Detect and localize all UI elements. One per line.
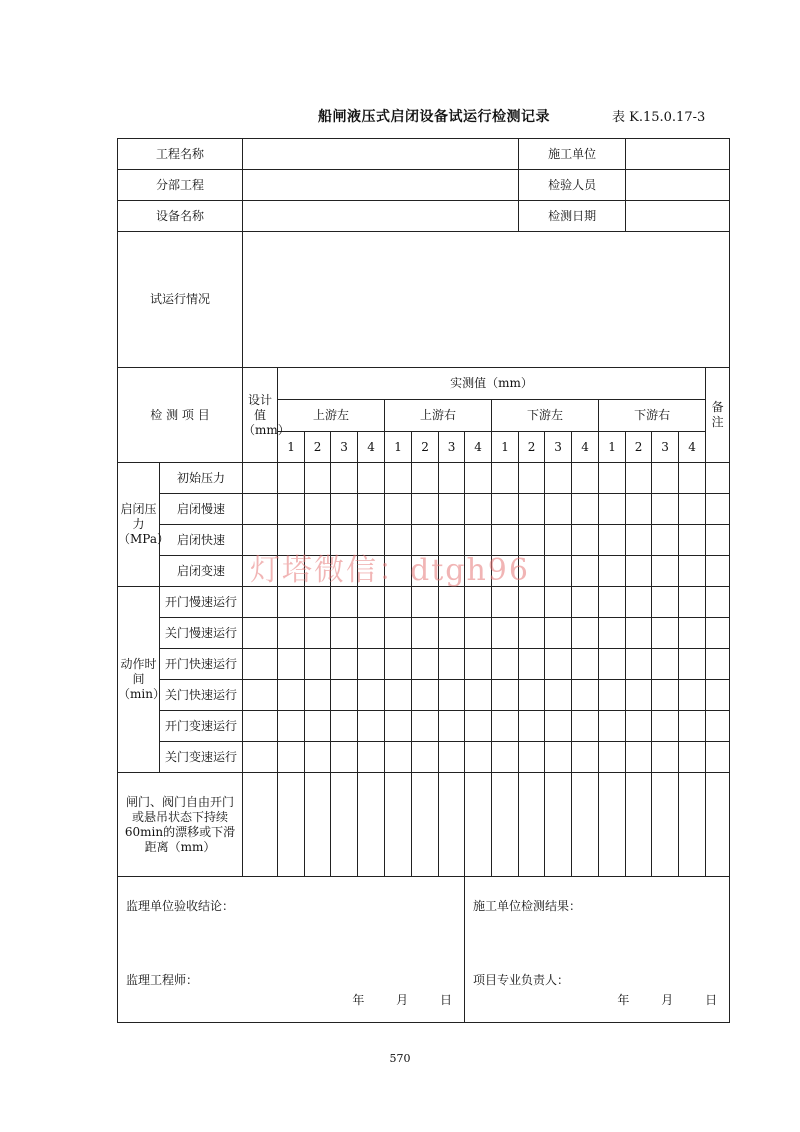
value-cell[interactable] xyxy=(679,463,706,494)
construction-unit-field[interactable] xyxy=(626,139,730,170)
value-cell[interactable] xyxy=(599,618,626,649)
value-cell[interactable] xyxy=(626,556,652,587)
value-cell[interactable] xyxy=(572,494,599,525)
construction-unit-label: 施工单位 xyxy=(519,139,626,170)
supervision-conclusion-label: 监理单位验收结论： xyxy=(126,899,235,913)
value-cell[interactable] xyxy=(412,742,439,773)
value-cell[interactable] xyxy=(439,711,465,742)
construction-date xyxy=(589,993,717,1008)
value-cell[interactable] xyxy=(599,556,626,587)
day-label: 日 xyxy=(440,993,453,1007)
value-cell[interactable] xyxy=(358,587,385,618)
value-cell[interactable] xyxy=(706,556,730,587)
value-cell[interactable] xyxy=(492,773,519,877)
value-cell[interactable] xyxy=(358,618,385,649)
value-cell[interactable] xyxy=(652,525,679,556)
value-cell[interactable] xyxy=(465,649,492,680)
time-item-label: 开门快速运行 xyxy=(160,649,243,680)
value-cell[interactable] xyxy=(465,742,492,773)
value-cell[interactable] xyxy=(465,463,492,494)
value-cell[interactable] xyxy=(706,618,730,649)
trial-operation-label: 试运行情况 xyxy=(118,232,243,368)
value-cell[interactable] xyxy=(652,618,679,649)
value-cell[interactable] xyxy=(599,525,626,556)
supervision-engineer-label: 监理工程师： xyxy=(126,973,199,987)
value-cell[interactable] xyxy=(706,649,730,680)
inspection-date-field[interactable] xyxy=(626,201,730,232)
inspector-label: 检验人员 xyxy=(519,170,626,201)
value-cell[interactable] xyxy=(412,494,439,525)
point-number: 2 xyxy=(626,432,652,463)
value-cell[interactable] xyxy=(243,773,278,877)
value-cell[interactable] xyxy=(243,649,278,680)
value-cell[interactable] xyxy=(278,587,305,618)
point-number: 2 xyxy=(412,432,439,463)
value-cell[interactable] xyxy=(278,618,305,649)
value-cell[interactable] xyxy=(465,773,492,877)
value-cell[interactable] xyxy=(331,742,358,773)
value-cell[interactable] xyxy=(385,649,412,680)
value-cell[interactable] xyxy=(358,494,385,525)
value-cell[interactable] xyxy=(706,587,730,618)
value-cell[interactable] xyxy=(679,649,706,680)
value-cell[interactable] xyxy=(439,742,465,773)
value-cell[interactable] xyxy=(305,494,331,525)
year-label: 年 xyxy=(617,993,630,1007)
value-cell[interactable] xyxy=(412,773,439,877)
value-cell[interactable] xyxy=(358,773,385,877)
value-cell[interactable] xyxy=(652,680,679,711)
value-cell[interactable] xyxy=(545,649,572,680)
value-cell[interactable] xyxy=(519,742,545,773)
time-item-label: 关门变速运行 xyxy=(160,742,243,773)
value-cell[interactable] xyxy=(572,773,599,877)
pressure-item-label: 初始压力 xyxy=(160,463,243,494)
point-number: 1 xyxy=(599,432,626,463)
value-cell[interactable] xyxy=(439,649,465,680)
value-cell[interactable] xyxy=(599,649,626,680)
value-cell[interactable] xyxy=(439,618,465,649)
table-row xyxy=(118,680,730,711)
value-cell[interactable] xyxy=(626,742,652,773)
value-cell[interactable] xyxy=(385,680,412,711)
value-cell[interactable] xyxy=(599,494,626,525)
value-cell[interactable] xyxy=(278,773,305,877)
value-cell[interactable] xyxy=(439,494,465,525)
value-cell[interactable] xyxy=(331,680,358,711)
value-cell[interactable] xyxy=(626,525,652,556)
value-cell[interactable] xyxy=(243,463,278,494)
value-cell[interactable] xyxy=(358,649,385,680)
value-cell[interactable] xyxy=(305,711,331,742)
time-group-label: 动作时间（min） xyxy=(118,587,160,773)
table-row xyxy=(118,463,730,494)
value-cell[interactable] xyxy=(492,494,519,525)
value-cell[interactable] xyxy=(572,556,599,587)
value-cell[interactable] xyxy=(652,742,679,773)
value-cell[interactable] xyxy=(545,525,572,556)
value-cell[interactable] xyxy=(545,556,572,587)
value-cell[interactable] xyxy=(243,742,278,773)
value-cell[interactable] xyxy=(626,680,652,711)
value-cell[interactable] xyxy=(652,494,679,525)
value-cell[interactable] xyxy=(385,463,412,494)
value-cell[interactable] xyxy=(599,463,626,494)
time-item-label: 开门变速运行 xyxy=(160,711,243,742)
value-cell[interactable] xyxy=(385,711,412,742)
inspector-field[interactable] xyxy=(626,170,730,201)
time-item-label: 关门慢速运行 xyxy=(160,618,243,649)
value-cell[interactable] xyxy=(439,463,465,494)
value-cell[interactable] xyxy=(278,742,305,773)
value-cell[interactable] xyxy=(331,711,358,742)
value-cell[interactable] xyxy=(572,649,599,680)
table-row xyxy=(118,773,730,877)
design-value-header: 设计值（mm） xyxy=(243,368,278,463)
value-cell[interactable] xyxy=(652,649,679,680)
month-label: 月 xyxy=(661,993,674,1007)
equipment-name-label: 设备名称 xyxy=(118,201,243,232)
value-cell[interactable] xyxy=(519,463,545,494)
value-cell[interactable] xyxy=(305,587,331,618)
value-cell[interactable] xyxy=(385,494,412,525)
value-cell[interactable] xyxy=(706,494,730,525)
pressure-group-label: 启闭压力（MPa） xyxy=(118,463,160,587)
supervision-date xyxy=(324,993,452,1008)
point-number: 2 xyxy=(519,432,545,463)
value-cell[interactable] xyxy=(412,618,439,649)
value-cell[interactable] xyxy=(519,680,545,711)
page-number: 570 xyxy=(389,1052,411,1065)
day-label: 日 xyxy=(705,993,718,1007)
table-row xyxy=(118,618,730,649)
value-cell[interactable] xyxy=(492,587,519,618)
value-cell[interactable] xyxy=(626,773,652,877)
position-header: 下游左 xyxy=(492,400,599,432)
value-cell[interactable] xyxy=(679,680,706,711)
value-cell[interactable] xyxy=(305,463,331,494)
value-cell[interactable] xyxy=(679,773,706,877)
value-cell[interactable] xyxy=(331,587,358,618)
sub-project-field[interactable] xyxy=(243,170,519,201)
time-item-label: 关门快速运行 xyxy=(160,680,243,711)
remark-header: 备注 xyxy=(706,368,730,463)
value-cell[interactable] xyxy=(626,649,652,680)
measured-value-header: 实测值（mm） xyxy=(278,368,706,400)
value-cell[interactable] xyxy=(331,618,358,649)
watermark: 灯塔微信：dtgh96 xyxy=(250,553,530,588)
value-cell[interactable] xyxy=(278,494,305,525)
value-cell[interactable] xyxy=(626,463,652,494)
value-cell[interactable] xyxy=(599,587,626,618)
value-cell[interactable] xyxy=(679,742,706,773)
value-cell[interactable] xyxy=(599,742,626,773)
value-cell[interactable] xyxy=(243,680,278,711)
value-cell[interactable] xyxy=(545,742,572,773)
value-cell[interactable] xyxy=(385,773,412,877)
value-cell[interactable] xyxy=(545,773,572,877)
value-cell[interactable] xyxy=(545,494,572,525)
value-cell[interactable] xyxy=(545,463,572,494)
point-number: 1 xyxy=(385,432,412,463)
value-cell[interactable] xyxy=(545,711,572,742)
value-cell[interactable] xyxy=(545,587,572,618)
value-cell[interactable] xyxy=(519,587,545,618)
drift-item-label: 闸门、阀门自由开门或悬吊状态下持续60min的漂移或下滑距离（mm） xyxy=(118,773,243,877)
value-cell[interactable] xyxy=(492,742,519,773)
trial-operation-field[interactable] xyxy=(243,232,730,368)
value-cell[interactable] xyxy=(412,711,439,742)
value-cell[interactable] xyxy=(599,680,626,711)
value-cell[interactable] xyxy=(572,587,599,618)
value-cell[interactable] xyxy=(519,494,545,525)
point-number: 1 xyxy=(492,432,519,463)
year-label: 年 xyxy=(352,993,365,1007)
value-cell[interactable] xyxy=(385,587,412,618)
value-cell[interactable] xyxy=(243,494,278,525)
value-cell[interactable] xyxy=(679,618,706,649)
value-cell[interactable] xyxy=(679,494,706,525)
equipment-name-field[interactable] xyxy=(243,201,519,232)
point-number: 4 xyxy=(572,432,599,463)
point-number: 3 xyxy=(331,432,358,463)
value-cell[interactable] xyxy=(358,711,385,742)
value-cell[interactable] xyxy=(331,649,358,680)
point-number: 4 xyxy=(358,432,385,463)
value-cell[interactable] xyxy=(358,742,385,773)
value-cell[interactable] xyxy=(492,680,519,711)
value-cell[interactable] xyxy=(626,711,652,742)
value-cell[interactable] xyxy=(519,649,545,680)
value-cell[interactable] xyxy=(358,463,385,494)
value-cell[interactable] xyxy=(465,680,492,711)
table-row xyxy=(118,649,730,680)
value-cell[interactable] xyxy=(545,680,572,711)
value-cell[interactable] xyxy=(331,773,358,877)
value-cell[interactable] xyxy=(519,711,545,742)
value-cell[interactable] xyxy=(439,773,465,877)
value-cell[interactable] xyxy=(278,711,305,742)
value-cell[interactable] xyxy=(465,618,492,649)
value-cell[interactable] xyxy=(626,587,652,618)
value-cell[interactable] xyxy=(492,463,519,494)
form-title: 船闸液压式启闭设备试运行检测记录 xyxy=(318,109,550,125)
value-cell[interactable] xyxy=(652,773,679,877)
construction-result-label: 施工单位检测结果： xyxy=(473,899,582,913)
month-label: 月 xyxy=(396,993,409,1007)
position-header: 下游右 xyxy=(599,400,706,432)
point-number: 4 xyxy=(465,432,492,463)
value-cell[interactable] xyxy=(358,680,385,711)
value-cell[interactable] xyxy=(572,525,599,556)
value-cell[interactable] xyxy=(679,556,706,587)
table-row xyxy=(118,711,730,742)
project-name-label: 工程名称 xyxy=(118,139,243,170)
value-cell[interactable] xyxy=(412,463,439,494)
sub-project-label: 分部工程 xyxy=(118,170,243,201)
value-cell[interactable] xyxy=(545,618,572,649)
value-cell[interactable] xyxy=(652,556,679,587)
value-cell[interactable] xyxy=(305,742,331,773)
supervision-signoff[interactable] xyxy=(118,877,465,1023)
value-cell[interactable] xyxy=(385,742,412,773)
value-cell[interactable] xyxy=(385,618,412,649)
construction-signoff[interactable] xyxy=(465,877,730,1023)
value-cell[interactable] xyxy=(331,463,358,494)
value-cell[interactable] xyxy=(412,649,439,680)
value-cell[interactable] xyxy=(652,463,679,494)
value-cell[interactable] xyxy=(243,711,278,742)
point-number: 3 xyxy=(545,432,572,463)
value-cell[interactable] xyxy=(706,525,730,556)
value-cell[interactable] xyxy=(706,463,730,494)
point-number: 2 xyxy=(305,432,331,463)
pressure-item-label: 启闭快速 xyxy=(160,525,243,556)
table-number: 表 K.15.0.17-3 xyxy=(612,110,706,125)
value-cell[interactable] xyxy=(572,463,599,494)
value-cell[interactable] xyxy=(519,773,545,877)
value-cell[interactable] xyxy=(305,649,331,680)
value-cell[interactable] xyxy=(572,680,599,711)
value-cell[interactable] xyxy=(278,463,305,494)
position-header: 上游右 xyxy=(385,400,492,432)
project-name-field[interactable] xyxy=(243,139,519,170)
value-cell[interactable] xyxy=(492,711,519,742)
value-cell[interactable] xyxy=(706,742,730,773)
value-cell[interactable] xyxy=(439,587,465,618)
value-cell[interactable] xyxy=(706,711,730,742)
value-cell[interactable] xyxy=(572,618,599,649)
value-cell[interactable] xyxy=(331,494,358,525)
value-cell[interactable] xyxy=(305,618,331,649)
value-cell[interactable] xyxy=(599,773,626,877)
value-cell[interactable] xyxy=(679,525,706,556)
value-cell[interactable] xyxy=(519,618,545,649)
value-cell[interactable] xyxy=(652,587,679,618)
inspection-date-label: 检测日期 xyxy=(519,201,626,232)
table-row xyxy=(118,494,730,525)
value-cell[interactable] xyxy=(626,494,652,525)
point-number: 4 xyxy=(679,432,706,463)
value-cell[interactable] xyxy=(492,618,519,649)
value-cell[interactable] xyxy=(679,587,706,618)
time-item-label: 开门慢速运行 xyxy=(160,587,243,618)
point-number: 1 xyxy=(278,432,305,463)
item-header: 检 测 项 目 xyxy=(118,368,243,463)
value-cell[interactable] xyxy=(278,680,305,711)
value-cell[interactable] xyxy=(572,711,599,742)
value-cell[interactable] xyxy=(278,649,305,680)
value-cell[interactable] xyxy=(305,680,331,711)
value-cell[interactable] xyxy=(243,587,278,618)
value-cell[interactable] xyxy=(626,618,652,649)
point-number: 3 xyxy=(439,432,465,463)
table-row xyxy=(118,587,730,618)
point-number: 3 xyxy=(652,432,679,463)
value-cell[interactable] xyxy=(652,711,679,742)
value-cell[interactable] xyxy=(305,773,331,877)
value-cell[interactable] xyxy=(465,494,492,525)
table-row xyxy=(118,742,730,773)
value-cell[interactable] xyxy=(465,711,492,742)
value-cell[interactable] xyxy=(439,680,465,711)
value-cell[interactable] xyxy=(706,680,730,711)
value-cell[interactable] xyxy=(412,587,439,618)
value-cell[interactable] xyxy=(465,587,492,618)
value-cell[interactable] xyxy=(572,742,599,773)
value-cell[interactable] xyxy=(599,711,626,742)
value-cell[interactable] xyxy=(679,711,706,742)
value-cell[interactable] xyxy=(412,680,439,711)
position-header: 上游左 xyxy=(278,400,385,432)
project-leader-label: 项目专业负责人： xyxy=(473,973,570,987)
pressure-item-label: 启闭变速 xyxy=(160,556,243,587)
value-cell[interactable] xyxy=(243,618,278,649)
pressure-item-label: 启闭慢速 xyxy=(160,494,243,525)
value-cell[interactable] xyxy=(706,773,730,877)
value-cell[interactable] xyxy=(492,649,519,680)
